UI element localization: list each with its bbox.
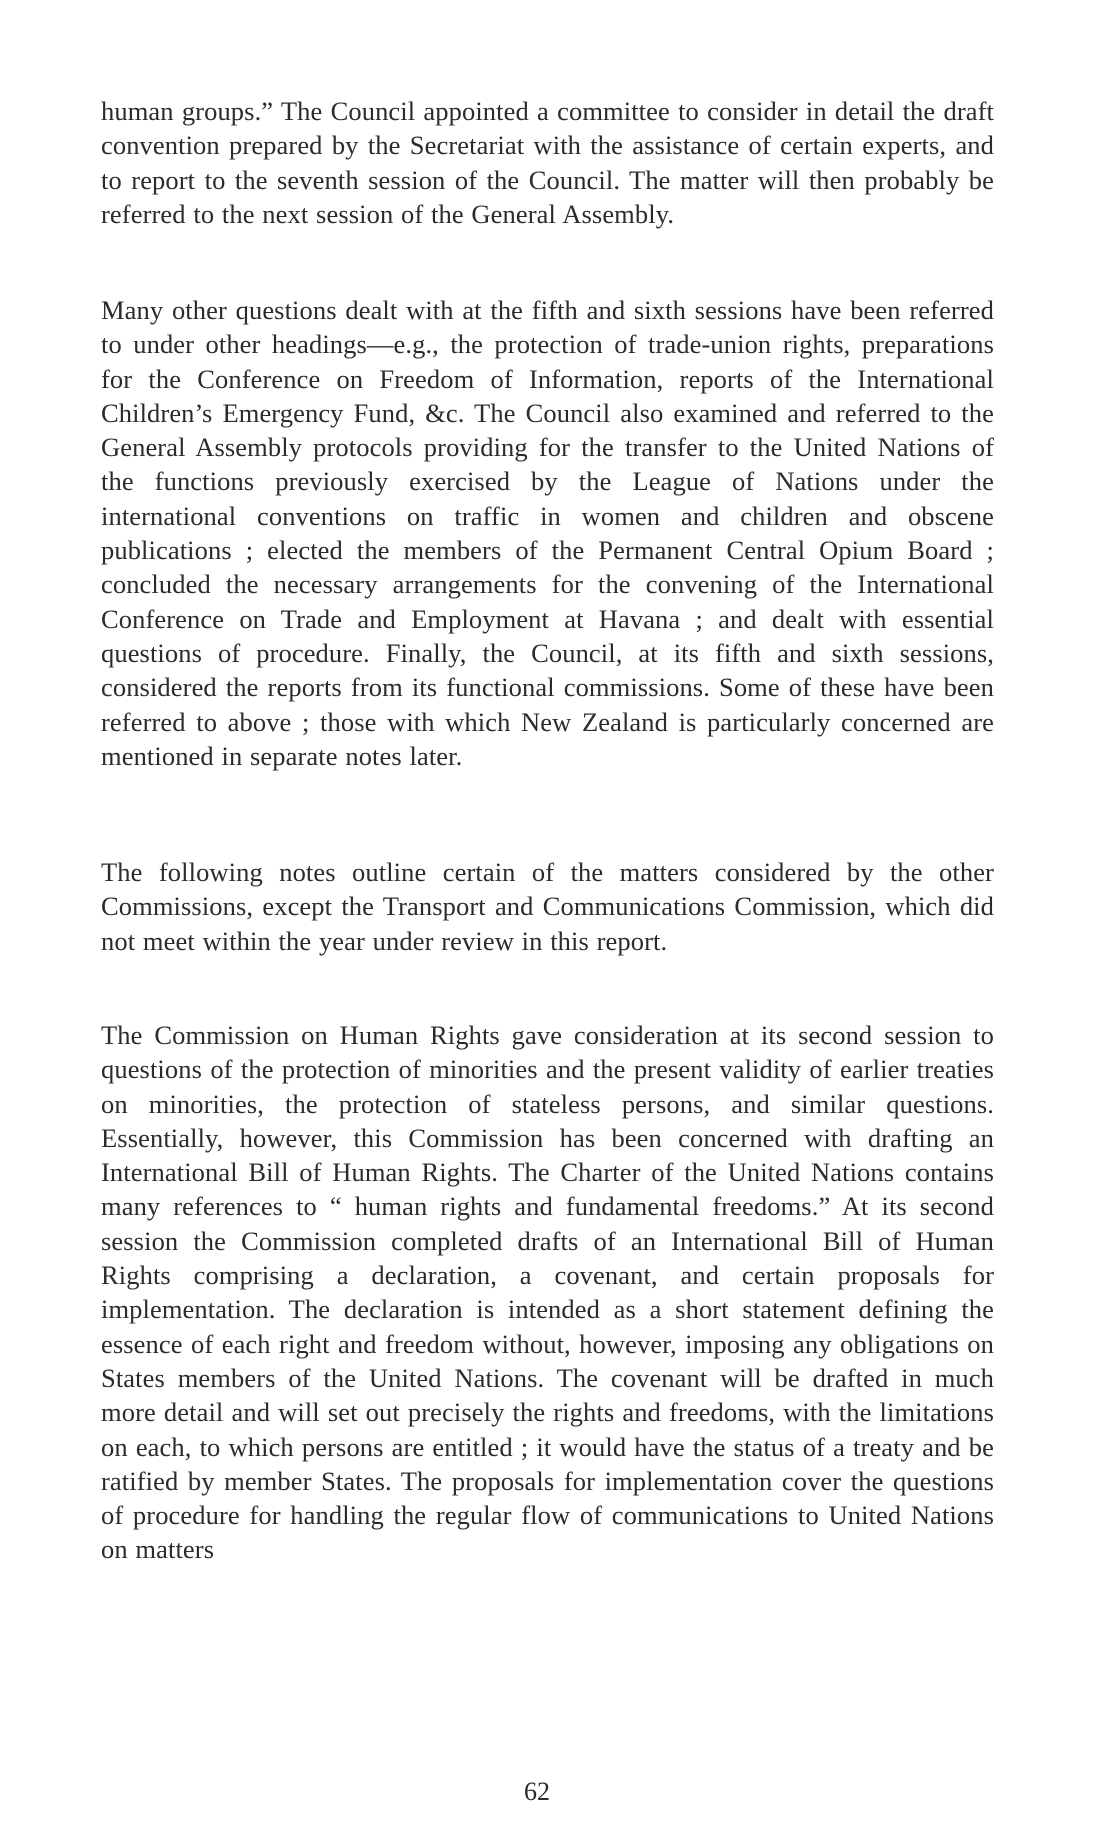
paragraph-other-questions (101, 293, 994, 773)
paragraph-human-groups (101, 94, 994, 231)
paragraph-text: human groups.” The Council appointed a committee to consider in detail the draft convention prepared by the Secretariat with the assistance of certain experts, and to report to the seventh session of the Council. The matter will then probably be referred to the next session of the General Assembly. (101, 96, 994, 229)
paragraph-human-rights-commission (101, 1018, 994, 1567)
page-number (0, 1777, 1114, 1807)
paragraph-text: The Commission on Human Rights gave consideration at its second session to questions of the protection of minorities and the present validity of earlier treaties on minorities, the protection of stateless persons, and similar questions. Essentially, however, this Commission has been concerned with drafting an International Bill of Human Rights. The Charter of the United Nations contains many references to “ human rights and fundamental freedoms.” At its second session the Commission completed drafts of an International Bill of Human Rights comprising a declaration, a covenant, and certain proposals for implementation. The declaration is intended as a short statement defining the essence of each right and freedom without, however, imposing any obligations on States members of the United Nations. The covenant will be drafted in much more detail and will set out precisely the rights and freedoms, with the limitations on each, to which persons are entitled ; it would have the status of a treaty and be ratified by member States. The proposals for implementation cover the questions of procedure for handling the regular flow of communications to United Nations on matters (101, 1020, 994, 1565)
paragraph-text: Many other questions dealt with at the fifth and sixth sessions have been referred to under other headings—e.g., the protection of trade-union rights, preparations for the Conference on Freedom of Information, reports of the International Children’s Emergency Fund, &c. The Council also examined and referred to the General Assembly protocols providing for the transfer to the United Nations of the functions previously exercised by the League of Nations under the international conventions on traffic in women and children and obscene publications ; elected the members of the Permanent Central Opium Board ; concluded the necessary arrangements for the convening of the International Conference on Trade and Employment at Havana ; and dealt with essential questions of procedure. Finally, the Council, at its fifth and sixth sessions, considered the reports from its functional commissions. Some of these have been referred to above ; those with which New Zealand is particularly concerned are mentioned in separate notes later. (101, 295, 994, 771)
paragraph-text: The following notes outline certain of the matters considered by the other Commissions, except the Transport and Communications Commission, which did not meet within the year under review in this report. (101, 857, 994, 956)
page-number-text: 62 (524, 1777, 550, 1806)
paragraph-following-notes (101, 855, 994, 958)
